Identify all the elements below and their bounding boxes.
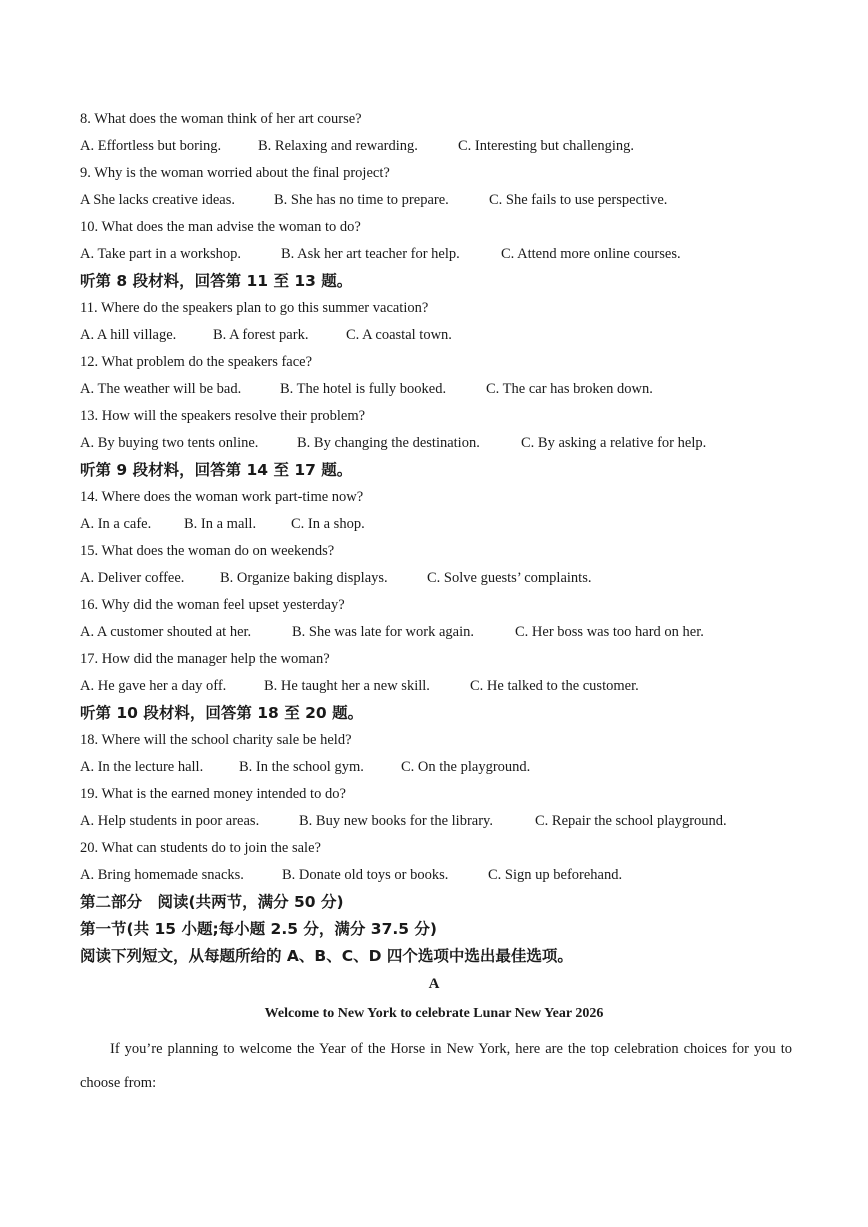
section-heading-9: 听第 9 段材料，回答第 14 至 17 题。 bbox=[80, 461, 353, 479]
option-a: A. In the lecture hall. bbox=[80, 759, 204, 775]
option-c: C. Interesting but challenging. bbox=[458, 138, 634, 154]
question-14-stem: 14. Where does the woman work part-time now? bbox=[80, 489, 364, 505]
question-15-stem: 15. What does the woman do on weekends? bbox=[80, 543, 335, 559]
option-c: C. Repair the school playground. bbox=[535, 813, 727, 829]
option-b: B. The hotel is fully booked. bbox=[280, 381, 447, 397]
reading-instruction: 阅读下列短文，从每题所给的 A、B、C、D 四个选项中选出最佳选项。 bbox=[80, 947, 573, 965]
option-a: A. Help students in poor areas. bbox=[80, 813, 260, 829]
option-b: B. Donate old toys or books. bbox=[282, 867, 449, 883]
option-a: A. A customer shouted at her. bbox=[80, 624, 252, 640]
option-a: A. A hill village. bbox=[80, 327, 177, 343]
option-b: B. Organize baking displays. bbox=[220, 570, 388, 586]
option-b: B. She was late for work again. bbox=[292, 624, 475, 640]
option-a: A. The weather will be bad. bbox=[80, 381, 242, 397]
section-heading-10: 听第 10 段材料，回答第 18 至 20 题。 bbox=[80, 704, 364, 722]
section-heading-8: 听第 8 段材料，回答第 11 至 13 题。 bbox=[80, 272, 353, 290]
option-b: B. By changing the destination. bbox=[297, 435, 480, 451]
option-b: B. In a mall. bbox=[184, 516, 257, 532]
option-c: C. Solve guests’ complaints. bbox=[427, 570, 592, 586]
question-16-stem: 16. Why did the woman feel upset yesterday? bbox=[80, 597, 345, 613]
option-a: A She lacks creative ideas. bbox=[80, 192, 236, 208]
option-c: C. Attend more online courses. bbox=[501, 246, 681, 262]
option-c: C. She fails to use perspective. bbox=[489, 192, 668, 208]
option-b: B. A forest park. bbox=[213, 327, 309, 343]
option-c: C. The car has broken down. bbox=[486, 381, 653, 397]
question-10-stem: 10. What does the man advise the woman to do? bbox=[80, 219, 361, 235]
option-b: B. She has no time to prepare. bbox=[274, 192, 449, 208]
option-b: B. Ask her art teacher for help. bbox=[281, 246, 460, 262]
question-18-stem: 18. Where will the school charity sale be held? bbox=[80, 732, 352, 748]
question-12-stem: 12. What problem do the speakers face? bbox=[80, 354, 313, 370]
option-b: B. In the school gym. bbox=[239, 759, 364, 775]
option-c: C. In a shop. bbox=[291, 516, 365, 532]
question-8-stem: 8. What does the woman think of her art course? bbox=[80, 111, 362, 127]
option-a: A. He gave her a day off. bbox=[80, 678, 227, 694]
part-two-heading: 第二部分 阅读(共两节，满分 50 分) bbox=[80, 893, 344, 911]
option-c: C. A coastal town. bbox=[346, 327, 452, 343]
option-c: C. Sign up beforehand. bbox=[488, 867, 623, 883]
question-11-stem: 11. Where do the speakers plan to go this summer vacation? bbox=[80, 300, 429, 316]
option-b: B. He taught her a new skill. bbox=[264, 678, 430, 694]
option-b: B. Buy new books for the library. bbox=[299, 813, 493, 829]
option-c: C. By asking a relative for help. bbox=[521, 435, 707, 451]
option-c: C. On the playground. bbox=[401, 759, 531, 775]
option-b: B. Relaxing and rewarding. bbox=[258, 138, 418, 154]
passage-paragraph: If you’re planning to welcome the Year of the Horse in New York, here are the top celebration choices for you to choose from: bbox=[80, 1041, 792, 1091]
option-c: C. Her boss was too hard on her. bbox=[515, 624, 704, 640]
question-17-stem: 17. How did the manager help the woman? bbox=[80, 651, 330, 667]
option-a: A. Deliver coffee. bbox=[80, 570, 185, 586]
question-19-stem: 19. What is the earned money intended to do? bbox=[80, 786, 346, 802]
passage-title: Welcome to New York to celebrate Lunar New Year 2026 bbox=[264, 1006, 604, 1021]
question-13-stem: 13. How will the speakers resolve their problem? bbox=[80, 408, 366, 424]
option-a: A. In a cafe. bbox=[80, 516, 152, 532]
option-a: A. Bring homemade snacks. bbox=[80, 867, 244, 883]
question-20-stem: 20. What can students do to join the sale? bbox=[80, 840, 321, 856]
question-9-stem: 9. Why is the woman worried about the final project? bbox=[80, 165, 390, 181]
option-c: C. He talked to the customer. bbox=[470, 678, 639, 694]
option-a: A. Effortless but boring. bbox=[80, 138, 222, 154]
option-a: A. By buying two tents online. bbox=[80, 435, 259, 451]
option-a: A. Take part in a workshop. bbox=[80, 246, 242, 262]
passage-letter: A bbox=[428, 976, 440, 992]
section-one-heading: 第一节(共 15 小题;每小题 2.5 分，满分 37.5 分) bbox=[80, 920, 438, 938]
